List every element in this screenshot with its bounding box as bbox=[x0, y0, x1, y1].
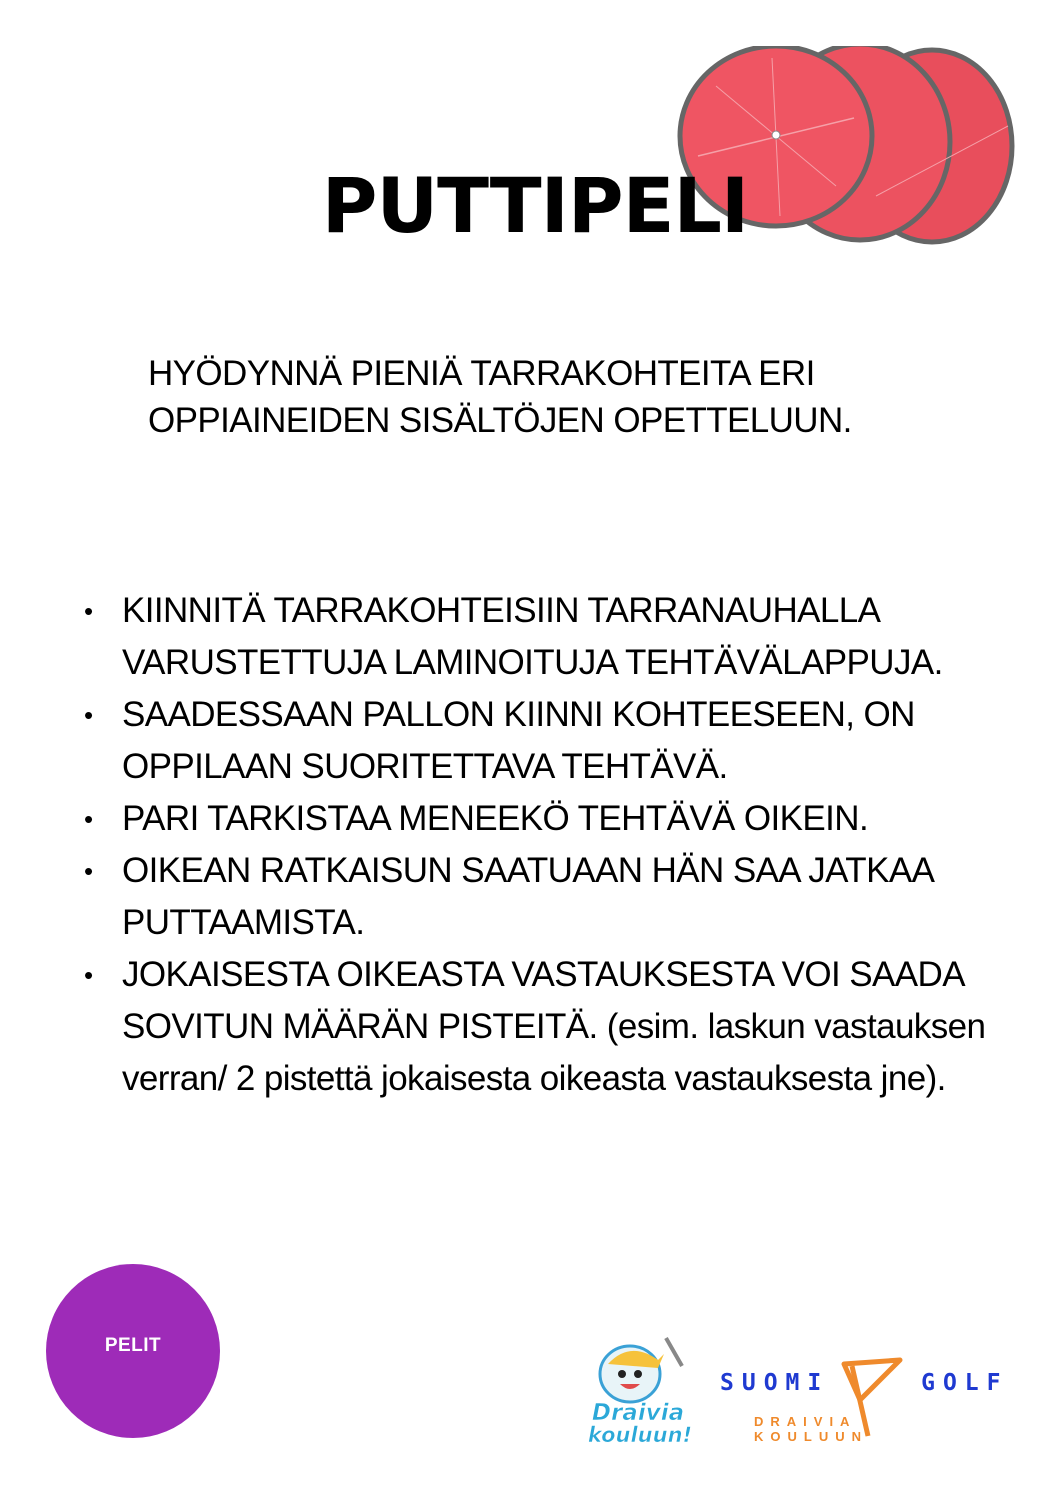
list-item-text: JOKAISESTA OIKEASTA VASTAUKSESTA VOI SAADA SOVITUN MÄÄRÄN PISTEITÄ. (esim. laskun vastauksen verran/ 2 pistettä jokaisesta oikeasta vastauksesta jne). bbox=[122, 955, 986, 1098]
list-item bbox=[82, 845, 1002, 949]
draivia-kouluun-logo bbox=[578, 1330, 710, 1446]
pelit-button[interactable] bbox=[46, 1264, 220, 1438]
bullet-icon: • bbox=[84, 960, 93, 990]
suomigolf-word2: GOLF bbox=[921, 1370, 1009, 1396]
suomigolf-word1: SUOMI bbox=[720, 1370, 830, 1396]
intro-text: HYÖDYNNÄ PIENIÄ TARRAKOHTEITA ERI OPPIAINEIDEN SISÄLTÖJEN OPETTELUUN. bbox=[148, 354, 852, 440]
list-item bbox=[82, 585, 1002, 689]
draivia-line1: Draivia bbox=[591, 1400, 685, 1426]
suomigolf-wordmark bbox=[720, 1370, 1010, 1396]
list-item bbox=[82, 949, 1002, 1105]
draivia-line2: kouluun! bbox=[587, 1423, 693, 1446]
list-item bbox=[82, 793, 1002, 845]
suomigolf-sub1: DRAIVIA bbox=[754, 1414, 856, 1429]
list-item bbox=[82, 689, 1002, 793]
bullet-icon: • bbox=[84, 700, 93, 730]
list-item-text: OIKEAN RATKAISUN SAATUAAN HÄN SAA JATKAA PUTTAAMISTA. bbox=[122, 851, 933, 942]
bullet-icon: • bbox=[84, 804, 93, 834]
pelit-button-label: PELIT bbox=[104, 1335, 162, 1356]
list-item-text: SAADESSAAN PALLON KIINNI KOHTEESEEN, ON OPPILAAN SUORITETTAVA TEHTÄVÄ. bbox=[122, 695, 915, 786]
instruction-list bbox=[82, 585, 1002, 1105]
suomigolf-sub2: KOULUUN bbox=[754, 1429, 868, 1444]
page-title: PUTTIPELI bbox=[321, 161, 749, 250]
suomigolf-tagline bbox=[754, 1414, 1024, 1444]
suomigolf-logo bbox=[720, 1356, 1010, 1444]
bullet-icon: • bbox=[84, 856, 93, 886]
list-item-text: KIINNITÄ TARRAKOHTEISIIN TARRANAUHALLA VARUSTETTUJA LAMINOITUJA TEHTÄVÄLAPPUJA. bbox=[122, 591, 943, 682]
list-item-text: PARI TARKISTAA MENEEKÖ TEHTÄVÄ OIKEIN. bbox=[122, 799, 869, 838]
bullet-icon: • bbox=[84, 596, 93, 626]
